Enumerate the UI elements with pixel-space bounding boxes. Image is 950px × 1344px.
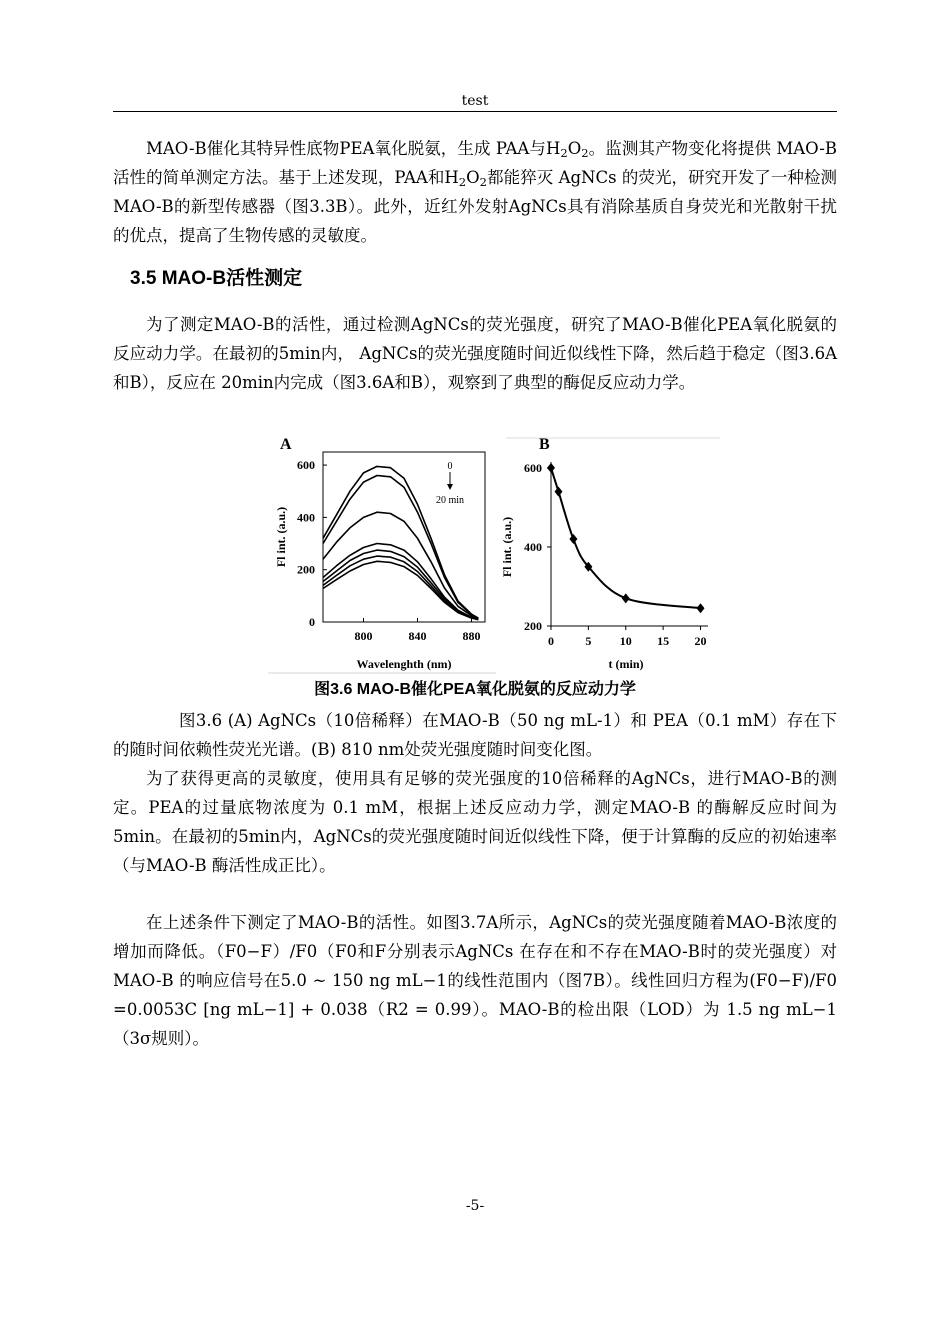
y-axis-label: Fl int. (a.u.) <box>274 506 288 568</box>
subscript-2: 2 <box>581 145 589 160</box>
x-tick-label: 20 <box>694 634 707 648</box>
x-axis-label: t (min) <box>608 657 644 671</box>
annotation-start-time: 0 <box>447 461 453 472</box>
p1-part-d: O <box>466 168 480 187</box>
paragraph-figure-note: 图3.6 (A) AgNCs（10倍稀释）在MAO-B（50 ng mL-1）和 PEA（0.1 mM）存在下的随时间依赖性荧光光谱。(B) 810 nm处荧光强度随时间变化图。 <box>113 711 837 759</box>
page-number: -5- <box>465 1198 485 1214</box>
y-tick-label: 200 <box>297 562 315 577</box>
header-rule <box>113 111 837 112</box>
x-tick-label: 10 <box>619 634 632 648</box>
x-tick-label: 840 <box>408 629 427 643</box>
p1-part-e: 都能猝灭 AgNCs 的荧光，研究开发了一种检测 MAO-B的新型传感器（图3.3B）。此外，近红外发射AgNCs具有消除基质自身荧光和光散射干扰的优点，提高了生物传感的灵敏度。 <box>113 168 837 245</box>
paragraph-intro <box>113 134 837 250</box>
x-tick-label: 5 <box>585 634 592 648</box>
figure-caption: 图3.6 MAO-B催化PEA氧化脱氨的反应动力学 <box>314 681 636 698</box>
page-header: test <box>461 93 489 109</box>
p1-part-b: O <box>567 139 582 158</box>
x-axis-label: Wavelenghth (nm) <box>356 657 452 671</box>
subscript-2: 2 <box>479 174 488 189</box>
x-tick-label: 15 <box>657 634 670 648</box>
y-tick-label: 400 <box>524 539 542 554</box>
paragraph-activity: 在上述条件下测定了MAO-B的活性。如图3.7A所示，AgNCs的荧光强度随着MAO-B浓度的增加而降低。（F0−F）/F0（F0和F分别表示AgNCs 在存在和不存在MAO-B时的荧光强度）对MAO-B 的响应信号在5.0 ~ 150 ng mL−1的线性范围内（图7B）。线性回归方程为(F0−F)/F0 =0.0053C [ng mL−1] + 0.038（R2 = 0.99）。MAO-B的检出限（LOD）为 1.5 ng mL−1（3σ规则）。 <box>113 913 837 1048</box>
subscript-2: 2 <box>458 174 467 189</box>
panel-label: B <box>539 436 550 453</box>
p1-part-c: 。监测其产物变化将提供 MAO-B活性的简单测定方法。基于上述发现，PAA和H <box>113 139 838 187</box>
subscript-2: 2 <box>560 145 568 160</box>
figure-3-6 <box>268 432 720 675</box>
x-tick-label: 0 <box>548 634 554 648</box>
figure-background <box>268 432 720 675</box>
annotation-end-time: 20 min <box>435 495 465 506</box>
section-heading: 3.5 MAO-B活性测定 <box>130 268 303 289</box>
x-tick-label: 880 <box>462 629 481 643</box>
figure-svg <box>268 432 720 675</box>
x-tick-label: 800 <box>354 629 373 643</box>
y-tick-label: 0 <box>309 615 315 629</box>
panel-label: A <box>280 436 292 453</box>
y-tick-label: 200 <box>524 619 542 633</box>
y-axis-label: Fl int. (a.u.) <box>500 516 514 578</box>
y-tick-label: 600 <box>524 460 542 475</box>
y-tick-label: 600 <box>297 458 315 473</box>
y-tick-label: 400 <box>297 510 315 525</box>
paragraph-kinetics: 为了测定MAO-B的活性，通过检测AgNCs的荧光强度，研究了MAO-B催化PEA氧化脱氨的反应动力学。在最初的5min内， AgNCs的荧光强度随时间近似线性下降，然后趋于稳定（图3.6A和B），反应在 20min内完成（图3.6A和B），观察到了典型的酶促反应动力学。 <box>113 315 837 392</box>
p1-part-a: MAO-B催化其特异性底物PEA氧化脱氨，生成 PAA与H <box>146 139 561 158</box>
paragraph-sensitivity: 为了获得更高的灵敏度，使用具有足够的荧光强度的10倍稀释的AgNCs，进行MAO-B的测定。PEA的过量底物浓度为 0.1 mM，根据上述反应动力学，测定MAO-B 的酶解反应时间为5min。在最初的5min内，AgNCs的荧光强度随时间近似线性下降，便于计算酶的反应的初始速率（与MAO-B 酶活性成正比）。 <box>113 769 837 875</box>
